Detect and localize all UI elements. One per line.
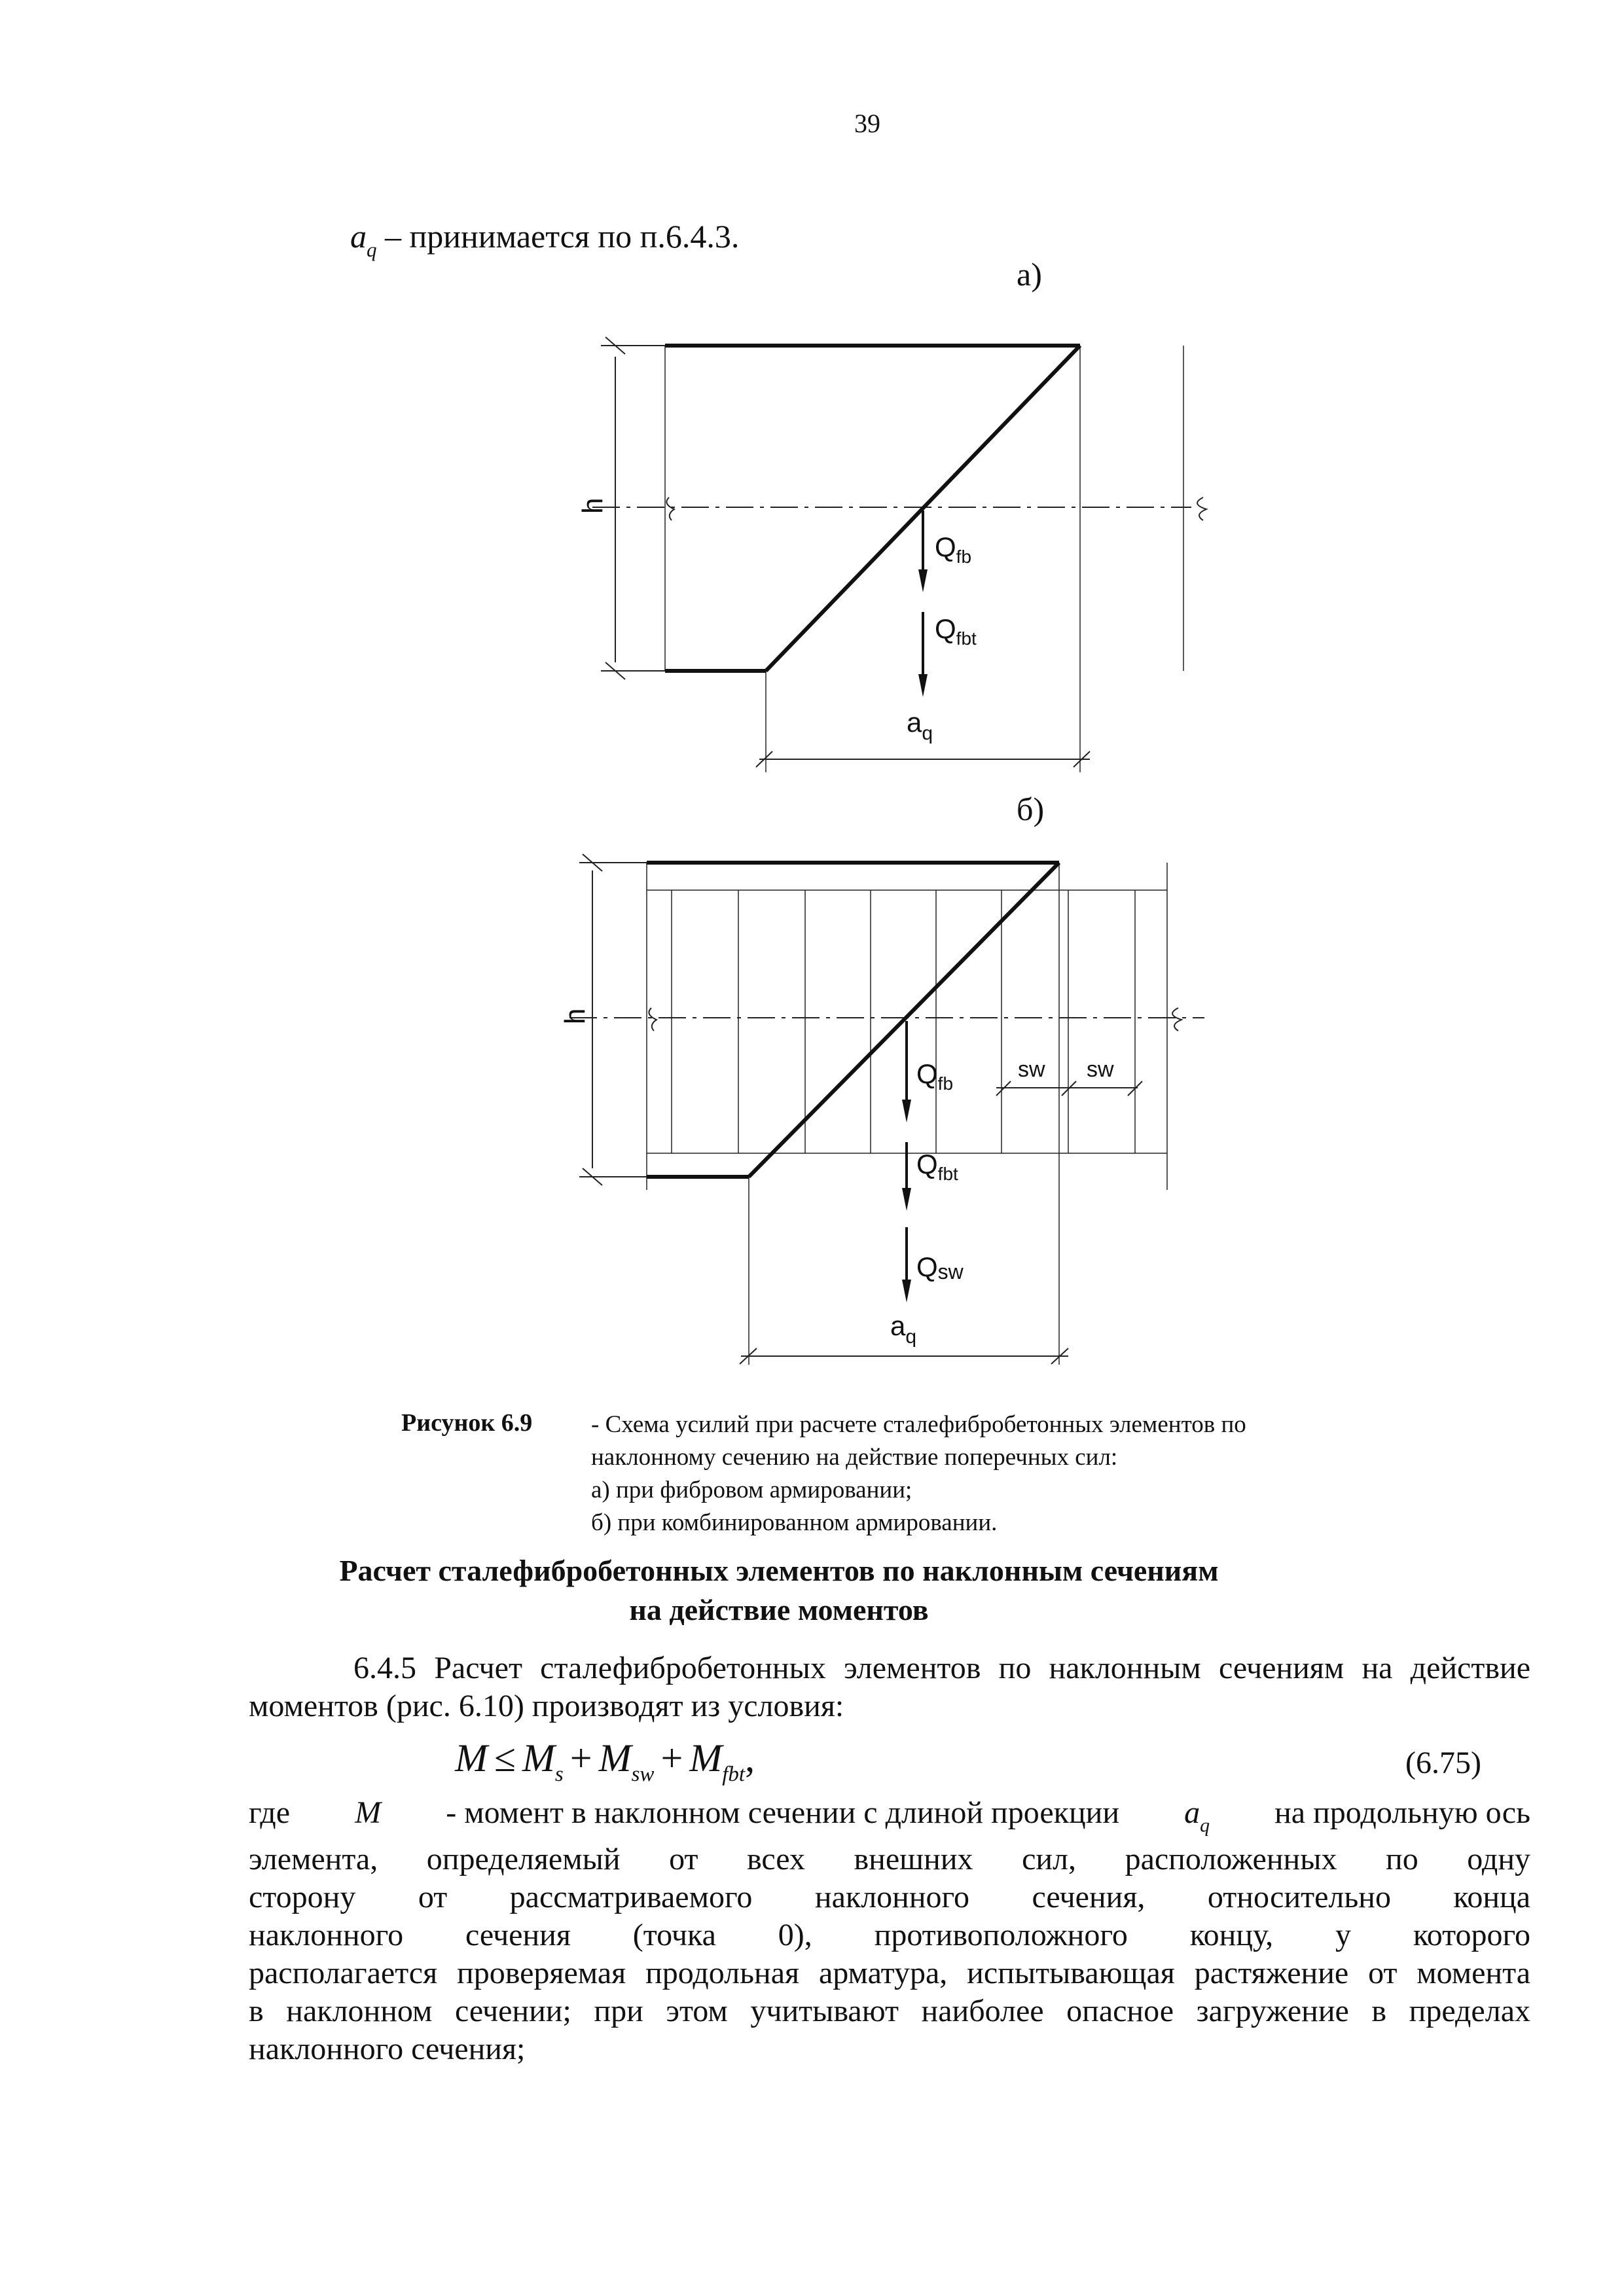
qfb-label-a: $Q_{fb}$ (935, 531, 972, 567)
qfbt-label-a: $Q_{fbt}$ (935, 613, 977, 649)
h-label-a: h (577, 497, 609, 514)
caption-line: а) при фибровом армировании; (591, 1477, 912, 1503)
where-line: наклонного сечения (точка 0), противоположного концу, у которого (249, 1918, 1530, 1952)
qfb-label-b: $Q_{fb}$ (916, 1058, 954, 1094)
qfbt-label-b: $Q_{fbt}$ (916, 1149, 958, 1184)
figure-caption (591, 1408, 1442, 1539)
qsw-label-b: Qsw (916, 1251, 964, 1283)
where-line: элемента, определяемый от всех внешних сил, расположенных по одну (249, 1842, 1530, 1876)
paragraph-645-line-1: 6.4.5 Расчет сталефибробетонных элементов по наклонным сечениям на действие (353, 1651, 1530, 1685)
inclined-section-b (749, 863, 1059, 1177)
paragraph-645-line-2: моментов (рис. 6.10) производят из условия: (249, 1689, 844, 1723)
formula-6-75: $M \le M_s + M_{sw} + M_{fbt}$, (455, 1736, 755, 1786)
where-first-line: где M - момент в наклонном сечении с длиной проекции $a_q$ на продольную ось (249, 1795, 1530, 1837)
aq-subscript: q (367, 238, 377, 261)
where-line: сторону от рассматриваемого наклонного сечения, относительно конца (249, 1880, 1530, 1914)
h-label-b: h (559, 1008, 591, 1024)
caption-line: б) при комбинированном армировании. (591, 1509, 998, 1536)
heading-line-2: на действие моментов (629, 1593, 929, 1626)
aq-label-b: $a_q$ (890, 1310, 917, 1348)
where-line: располагается проверяемая продольная арматура, испытывающая растяжение от момента (249, 1956, 1530, 1990)
caption-line: наклонному сечению на действие поперечных сил: (591, 1444, 1118, 1471)
sw-label-2: sw (1087, 1057, 1114, 1082)
aq-label-a: $a_q$ (907, 707, 933, 744)
equation-number: (6.75) (1405, 1746, 1481, 1780)
caption-line: - Схема усилий при расчете сталефибробетонных элементов по (591, 1411, 1246, 1438)
sw-label-1: sw (1018, 1057, 1045, 1082)
page-number: 39 (854, 109, 880, 138)
section-heading (249, 1551, 1309, 1630)
aq-symbol: a (350, 218, 367, 255)
where-last-line: наклонного сечения; (249, 2032, 526, 2066)
heading-line-1: Расчет сталефибробетонных элементов по наклонным сечениям (339, 1554, 1219, 1587)
panel-b-label: б) (1017, 791, 1045, 827)
aq-definition-text: – принимается по п.6.4.3. (376, 218, 740, 255)
panel-a-label: а) (1017, 256, 1042, 293)
figure-caption-label: Рисунок 6.9 (401, 1409, 533, 1437)
where-line: в наклонном сечении; при этом учитывают наиболее опасное загружение в пределах (249, 1994, 1530, 2028)
